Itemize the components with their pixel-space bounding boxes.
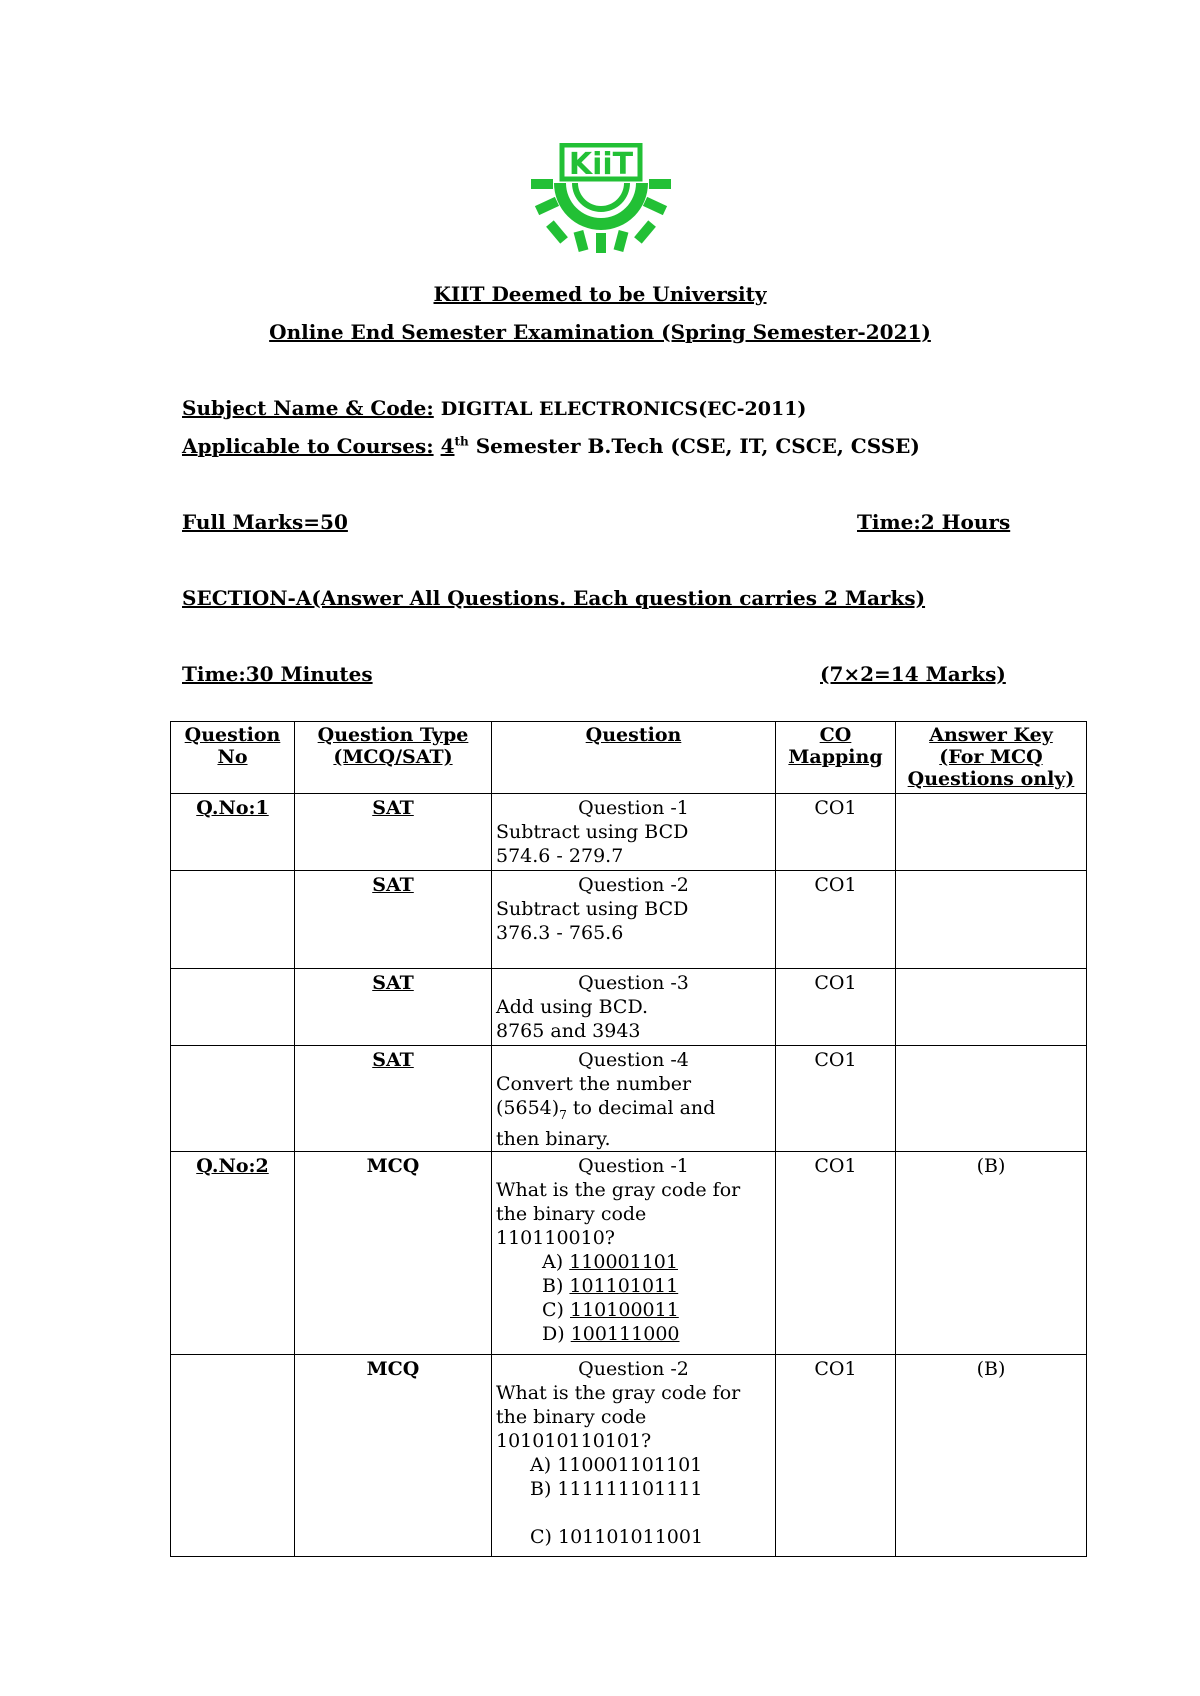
question-no (171, 969, 295, 1046)
question-text: Question -1 What is the gray code for the binary code 110110010? A) 110001101 B) 101101011 C) 110100011 D) 100111000 (492, 1151, 776, 1354)
courses-label: Applicable to Courses: (182, 434, 434, 458)
co-mapping: CO1 (776, 871, 896, 969)
section-marks: (7×2=14 Marks) (820, 662, 1006, 686)
answer-key (896, 871, 1087, 969)
question-text: Question -4 Convert the number $(5654)_7$ to decimal and then binary. (492, 1046, 776, 1152)
question-text: Question -2 Subtract using BCD 376.3 - 765.6 (492, 871, 776, 969)
courses-value: Semester B.Tech (CSE, IT, CSCE, CSSE) (475, 434, 920, 458)
table-row (171, 1046, 1087, 1152)
section-time: Time:30 Minutes (182, 662, 373, 686)
co-mapping: CO1 (776, 1151, 896, 1354)
question-no: Q.No:2 (171, 1151, 295, 1354)
question-no: Q.No:1 (171, 794, 295, 871)
header-question-no: Question No (171, 722, 295, 794)
logo-text: KiiT (568, 147, 634, 182)
question-type: SAT (295, 871, 492, 969)
header-co-mapping: CO Mapping (776, 722, 896, 794)
question-text: Question -1 Subtract using BCD 574.6 - 279.7 (492, 794, 776, 871)
mcq-option: B) 111111101111 (530, 1477, 703, 1500)
courses-sup: th (454, 434, 469, 449)
header-question: Question (492, 722, 776, 794)
exam-title: Online End Semester Examination (Spring Semester-2021) (269, 320, 931, 344)
courses-line (182, 434, 920, 458)
subject-line (182, 396, 806, 420)
kiit-logo-icon (526, 143, 676, 253)
co-mapping: CO1 (776, 1354, 896, 1556)
answer-key (896, 794, 1087, 871)
courses-num: 4 (440, 434, 455, 458)
co-mapping: CO1 (776, 969, 896, 1046)
question-no (171, 871, 295, 969)
table-row (171, 794, 1087, 871)
table-row (171, 1151, 1087, 1354)
mcq-option: D) 100111000 (542, 1322, 680, 1345)
table-header-row (171, 722, 1087, 794)
header-question-type: Question Type (MCQ/SAT) (295, 722, 492, 794)
section-heading: SECTION-A(Answer All Questions. Each question carries 2 Marks) (182, 586, 926, 610)
mcq-option: A) 110001101101 (530, 1453, 703, 1476)
table-row (171, 969, 1087, 1046)
full-marks: Full Marks=50 (182, 510, 348, 534)
mcq-option: A) 110001101 (542, 1250, 678, 1273)
question-type: SAT (295, 1046, 492, 1152)
table-row (171, 1354, 1087, 1556)
mcq-option: C) 101101011001 (530, 1525, 704, 1548)
co-mapping: CO1 (776, 794, 896, 871)
header-answer-key: Answer Key (For MCQ Questions only) (896, 722, 1087, 794)
mcq-option: C) 110100011 (542, 1298, 679, 1321)
subject-value: DIGITAL ELECTRONICS(EC-2011) (440, 398, 807, 420)
question-type: SAT (295, 794, 492, 871)
table-row (171, 871, 1087, 969)
question-no (171, 1354, 295, 1556)
question-type: SAT (295, 969, 492, 1046)
answer-key (896, 969, 1087, 1046)
question-no (171, 1046, 295, 1152)
co-mapping: CO1 (776, 1046, 896, 1152)
question-text: Question -3 Add using BCD. 8765 and 3943 (492, 969, 776, 1046)
total-time: Time:2 Hours (857, 510, 1011, 534)
answer-key (896, 1046, 1087, 1152)
answer-key: (B) (896, 1151, 1087, 1354)
answer-key: (B) (896, 1354, 1087, 1556)
mcq-option: B) 101101011 (542, 1274, 679, 1297)
question-type: MCQ (295, 1354, 492, 1556)
university-name: KIIT Deemed to be University (433, 282, 767, 306)
subject-label: Subject Name & Code: (182, 396, 434, 420)
questions-table (170, 721, 1087, 1557)
question-text: Question -2 What is the gray code for the binary code 101010110101? A) 110001101101 B) 111111101111 C) 101101011001 (492, 1354, 776, 1556)
question-type: MCQ (295, 1151, 492, 1354)
